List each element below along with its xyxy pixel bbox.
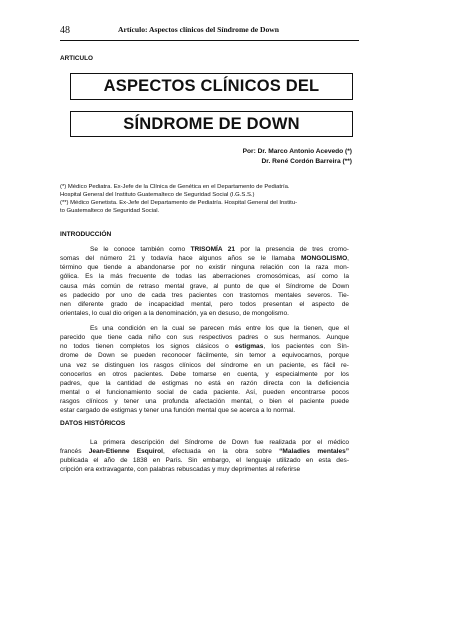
intro-heading: INTRODUCCIÓN xyxy=(60,231,112,238)
text-run: por la presencia de tres cromo- xyxy=(235,246,349,253)
paragraph-line xyxy=(60,465,349,474)
note-1a: (*) Médico Pediatra. Ex-Jefe de la Clínica de Genética en el Departamento de Pediatría. xyxy=(60,184,290,190)
paragraph-line xyxy=(60,456,349,465)
text-run: Se le conoce también como xyxy=(90,246,191,253)
bold-term: Jean-Etienne Esquirol xyxy=(88,448,163,456)
text-run: padres, que la cantidad de estigmas no está en razón directa con la deficiencia xyxy=(60,379,349,387)
text-run: drome de Down se pueden reconocer fácilmente, sin temor a equivocarnos, porque xyxy=(60,352,349,360)
bold-term: TRISOMÍA 21 xyxy=(190,246,236,253)
note-1b: Hospital General del Instituto Guatemalteco de Seguridad Social (I.G.S.S.) xyxy=(60,192,255,199)
title-box-line2 xyxy=(70,111,353,137)
text-run: Es una condición en la cual se parecen más entre los que la tienen, que el xyxy=(90,325,349,332)
paragraph-line xyxy=(60,379,349,388)
bold-term: MONGOLISMO xyxy=(300,255,348,263)
paragraph-line xyxy=(60,370,349,379)
paragraph-line xyxy=(60,300,349,309)
author-notes xyxy=(60,183,359,215)
note-2b: to Guatemalteco de Seguridad Social. xyxy=(60,208,160,215)
text-run: nen diferente grado de incapacidad mental, pero todos presentan el aspecto de xyxy=(60,300,349,308)
paragraph-line xyxy=(60,245,349,254)
bold-term: estigmas xyxy=(234,343,264,351)
note-2a: (**) Médico Genetista. Ex-Jefe del Departamento de Pediatría. Hospital General del Institu- xyxy=(60,200,298,207)
text-run: conocerlos en otros pacientes. Debe tomarse en cuenta, y especialmente por los xyxy=(60,370,349,378)
text-run: parecido que tiene cada niño con sus respectivos padres o sus hermanos. Aunque xyxy=(60,334,349,342)
history-heading: DATOS HISTÓRICOS xyxy=(60,420,126,427)
running-title: Artículo: Aspectos clínicos del Síndrome de Down xyxy=(118,25,280,34)
title-box-line1 xyxy=(70,73,353,100)
text-run: La primera descripción del Síndrome de Down fue realizada por el médico xyxy=(90,439,349,446)
paragraph-line xyxy=(60,272,349,281)
text-run: cripción era extravagante, con palabras rebuscadas y muy deprimentes al referirse xyxy=(60,466,301,474)
paragraph-line xyxy=(60,447,349,456)
authors xyxy=(150,147,352,167)
text-run: rasgos clínicos y tener una profunda afectación mental, o bien el paciente puede xyxy=(60,398,349,406)
paragraph-line xyxy=(60,309,349,318)
paragraph-line xyxy=(60,324,349,333)
paragraph-line xyxy=(60,282,349,291)
text-run: gólica. Es la más frecuente de todas las aberraciones cromosómicas, así como la xyxy=(60,273,349,281)
paragraph-line xyxy=(60,333,349,342)
paragraph-line xyxy=(60,438,349,447)
paragraph-line xyxy=(60,397,349,406)
text-run: orientales, lo cual dio origen a la denominación, ya en desuso, de mongolismo. xyxy=(60,310,289,318)
paragraph-line xyxy=(60,342,349,351)
text-run: , xyxy=(347,255,349,263)
text-run: , los pacientes con Sín- xyxy=(263,343,349,351)
section-label: ARTICULO xyxy=(60,55,94,62)
text-run: publicada el año de 1838 en París. Sin embargo, el lenguaje utilizado en esta des- xyxy=(60,457,349,465)
text-run: francés xyxy=(60,448,89,456)
paragraph-line xyxy=(60,351,349,360)
title-line2: SÍNDROME DE DOWN xyxy=(123,115,300,133)
text-run: término que tiende a abandonarse por no existir ninguna relación con la raza mon- xyxy=(60,264,349,272)
intro-paragraph-1 xyxy=(60,245,349,318)
author-2: Dr. René Cordón Barreira (**) xyxy=(261,158,352,165)
title-line1: ASPECTOS CLÍNICOS DEL xyxy=(103,77,320,95)
bold-term: “Maladies mentales” xyxy=(279,448,350,456)
paragraph-line xyxy=(60,406,349,415)
text-run: somas del número 21 y todavía hace algunos años se le llamaba xyxy=(60,255,301,263)
text-run: no todos tienen completos los signos clásicos o xyxy=(60,343,235,351)
text-run: causa más común de retraso mental grave, al punto de que el Síndrome de Down xyxy=(60,282,349,290)
text-run: una vez se distinguen los rasgos clínicos del síndrome en un paciente, es fácil re- xyxy=(60,361,349,369)
paragraph-line xyxy=(60,361,349,370)
paragraph-line xyxy=(60,254,349,263)
text-run: estar cargado de estigmas y tener una función mental que se acerca a lo normal. xyxy=(60,407,296,415)
text-run: es padecido por uno de cada tres pacientes con trastornos mentales severos. Tie- xyxy=(60,291,349,299)
intro-paragraph-2 xyxy=(60,324,349,416)
history-paragraph-1 xyxy=(60,438,349,475)
paragraph-line xyxy=(60,388,349,397)
text-run: mental o el funcionamiento social de cada paciente. Así, pueden encontrarse pocos xyxy=(60,389,349,397)
paragraph-line xyxy=(60,291,349,300)
page-number: 48 xyxy=(60,25,70,36)
paragraph-line xyxy=(60,263,349,272)
text-run: , efectuada en la obra sobre xyxy=(163,448,280,456)
header-rule xyxy=(60,40,359,41)
author-1: Por: Dr. Marco Antonio Acevedo (*) xyxy=(242,148,352,155)
